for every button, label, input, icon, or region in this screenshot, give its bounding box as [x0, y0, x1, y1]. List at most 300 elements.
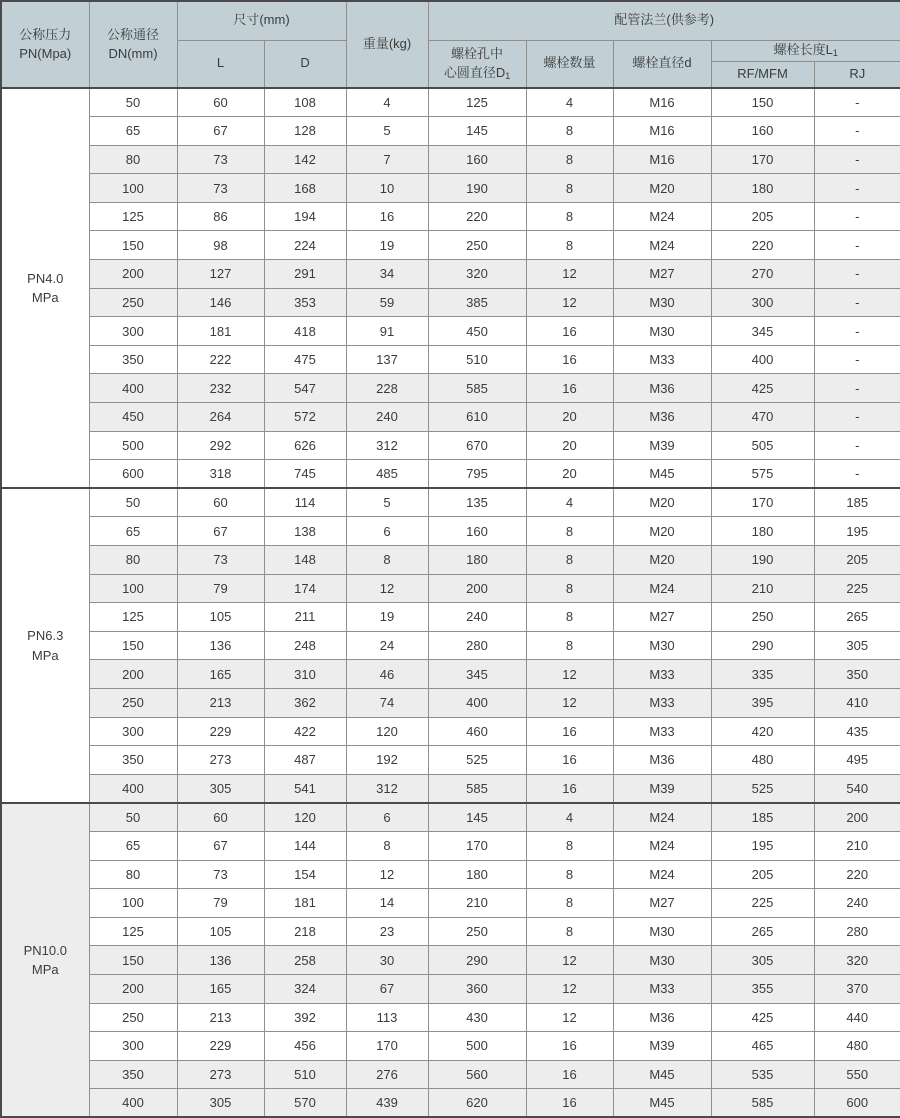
- table-cell: 505: [711, 431, 814, 460]
- table-cell: 585: [428, 774, 526, 803]
- table-cell: 65: [89, 831, 177, 860]
- table-row: [1, 460, 900, 489]
- table-cell: M27: [613, 260, 711, 289]
- table-cell: 305: [814, 631, 900, 660]
- table-cell: 400: [428, 688, 526, 717]
- table-cell: 67: [346, 974, 428, 1003]
- table-cell: 67: [177, 517, 264, 546]
- table-cell: 150: [89, 631, 177, 660]
- table-cell: 16: [526, 1060, 613, 1089]
- table-cell: M24: [613, 574, 711, 603]
- table-row: [1, 374, 900, 403]
- table-cell: M20: [613, 517, 711, 546]
- table-cell: 150: [711, 88, 814, 117]
- table-cell: 324: [264, 974, 346, 1003]
- table-cell: 250: [711, 603, 814, 632]
- table-cell: 535: [711, 1060, 814, 1089]
- table-cell: 12: [526, 688, 613, 717]
- table-cell: 585: [711, 1089, 814, 1118]
- table-cell: M30: [613, 288, 711, 317]
- table-row: [1, 231, 900, 260]
- table-cell: 541: [264, 774, 346, 803]
- table-cell: 8: [526, 631, 613, 660]
- table-cell: M24: [613, 831, 711, 860]
- col-header-bolt-circle-line1: 螺栓孔中: [451, 45, 504, 61]
- table-cell: 547: [264, 374, 346, 403]
- table-row: [1, 488, 900, 517]
- table-cell: 185: [814, 488, 900, 517]
- table-cell: 60: [177, 88, 264, 117]
- pressure-group-label: PN10.0 MPa: [1, 803, 89, 1118]
- table-cell: 229: [177, 1032, 264, 1061]
- table-cell: 273: [177, 746, 264, 775]
- table-cell: -: [814, 345, 900, 374]
- table-cell: 626: [264, 431, 346, 460]
- table-cell: 165: [177, 660, 264, 689]
- table-cell: 250: [89, 688, 177, 717]
- table-cell: 276: [346, 1060, 428, 1089]
- table-cell: 400: [711, 345, 814, 374]
- table-cell: 225: [814, 574, 900, 603]
- table-cell: 220: [428, 202, 526, 231]
- table-cell: 600: [89, 460, 177, 489]
- table-cell: 312: [346, 774, 428, 803]
- table-cell: -: [814, 460, 900, 489]
- table-cell: M30: [613, 317, 711, 346]
- table-cell: 480: [711, 746, 814, 775]
- table-cell: 250: [428, 231, 526, 260]
- table-cell: 422: [264, 717, 346, 746]
- table-cell: 8: [526, 517, 613, 546]
- table-cell: 160: [428, 145, 526, 174]
- table-cell: 8: [526, 889, 613, 918]
- table-cell: 8: [526, 860, 613, 889]
- table-cell: 192: [346, 746, 428, 775]
- table-cell: 250: [428, 917, 526, 946]
- table-cell: 291: [264, 260, 346, 289]
- table-cell: 210: [711, 574, 814, 603]
- table-cell: 290: [428, 946, 526, 975]
- table-cell: 450: [89, 403, 177, 432]
- table-cell: 10: [346, 174, 428, 203]
- table-cell: 350: [814, 660, 900, 689]
- table-cell: 475: [264, 345, 346, 374]
- table-cell: 240: [428, 603, 526, 632]
- table-cell: 418: [264, 317, 346, 346]
- table-cell: 575: [711, 460, 814, 489]
- table-cell: 34: [346, 260, 428, 289]
- table-cell: -: [814, 374, 900, 403]
- table-cell: 12: [526, 660, 613, 689]
- table-cell: 222: [177, 345, 264, 374]
- table-cell: 8: [526, 231, 613, 260]
- table-cell: 250: [89, 1003, 177, 1032]
- table-row: [1, 145, 900, 174]
- table-cell: 585: [428, 374, 526, 403]
- table-cell: -: [814, 174, 900, 203]
- table-row: [1, 517, 900, 546]
- table-cell: 125: [89, 202, 177, 231]
- table-cell: 180: [711, 174, 814, 203]
- table-row: [1, 1003, 900, 1032]
- table-row: [1, 317, 900, 346]
- table-cell: M39: [613, 774, 711, 803]
- table-cell: 258: [264, 946, 346, 975]
- table-cell: 73: [177, 145, 264, 174]
- table-cell: 345: [428, 660, 526, 689]
- table-cell: 86: [177, 202, 264, 231]
- table-cell: 200: [814, 803, 900, 832]
- table-cell: 98: [177, 231, 264, 260]
- table-cell: 8: [526, 202, 613, 231]
- table-cell: 80: [89, 860, 177, 889]
- table-cell: 16: [526, 1032, 613, 1061]
- table-cell: 148: [264, 546, 346, 575]
- table-cell: 16: [526, 345, 613, 374]
- header-row-1: [1, 1, 900, 40]
- table-cell: 305: [177, 774, 264, 803]
- table-cell: 8: [346, 831, 428, 860]
- table-cell: 136: [177, 946, 264, 975]
- table-row: [1, 574, 900, 603]
- table-cell: 248: [264, 631, 346, 660]
- table-cell: 8: [346, 546, 428, 575]
- table-cell: M36: [613, 1003, 711, 1032]
- table-cell: 135: [428, 488, 526, 517]
- col-header-bolt-dia: 螺栓直径d: [613, 40, 711, 88]
- table-cell: 195: [711, 831, 814, 860]
- table-cell: 400: [89, 1089, 177, 1118]
- table-row: [1, 717, 900, 746]
- table-cell: 410: [814, 688, 900, 717]
- table-cell: -: [814, 317, 900, 346]
- table-cell: 250: [89, 288, 177, 317]
- table-cell: 160: [428, 517, 526, 546]
- table-cell: M33: [613, 345, 711, 374]
- table-cell: 20: [526, 460, 613, 489]
- table-cell: -: [814, 403, 900, 432]
- table-cell: 570: [264, 1089, 346, 1118]
- table-cell: 160: [711, 117, 814, 146]
- table-cell: 450: [428, 317, 526, 346]
- table-cell: 300: [89, 1032, 177, 1061]
- table-cell: 385: [428, 288, 526, 317]
- table-cell: 23: [346, 917, 428, 946]
- table-row: [1, 688, 900, 717]
- table-cell: 425: [711, 374, 814, 403]
- table-cell: 795: [428, 460, 526, 489]
- table-cell: 610: [428, 403, 526, 432]
- table-cell: 273: [177, 1060, 264, 1089]
- table-cell: 392: [264, 1003, 346, 1032]
- table-cell: 470: [711, 403, 814, 432]
- table-cell: 16: [526, 774, 613, 803]
- table-cell: -: [814, 117, 900, 146]
- table-cell: M39: [613, 1032, 711, 1061]
- table-cell: 170: [428, 831, 526, 860]
- table-cell: 59: [346, 288, 428, 317]
- table-cell: 67: [177, 831, 264, 860]
- table-cell: 355: [711, 974, 814, 1003]
- table-cell: M16: [613, 117, 711, 146]
- table-cell: 264: [177, 403, 264, 432]
- table-cell: M27: [613, 603, 711, 632]
- col-header-bolt-qty: 螺栓数量: [526, 40, 613, 88]
- table-row: [1, 88, 900, 117]
- table-cell: 487: [264, 746, 346, 775]
- table-cell: M24: [613, 860, 711, 889]
- table-cell: 485: [346, 460, 428, 489]
- table-cell: 12: [346, 860, 428, 889]
- table-cell: 205: [814, 546, 900, 575]
- table-cell: 154: [264, 860, 346, 889]
- table-cell: 120: [346, 717, 428, 746]
- table-cell: 50: [89, 88, 177, 117]
- table-cell: 8: [526, 546, 613, 575]
- table-cell: M30: [613, 946, 711, 975]
- table-cell: 73: [177, 546, 264, 575]
- table-row: [1, 1089, 900, 1118]
- table-cell: M20: [613, 546, 711, 575]
- table-cell: 425: [711, 1003, 814, 1032]
- table-cell: 6: [346, 517, 428, 546]
- table-cell: M27: [613, 889, 711, 918]
- table-cell: 180: [711, 517, 814, 546]
- table-cell: 510: [428, 345, 526, 374]
- col-header-rf-mfm: RF/MFM: [711, 61, 814, 88]
- table-cell: 16: [526, 374, 613, 403]
- table-cell: 8: [526, 831, 613, 860]
- table-row: [1, 546, 900, 575]
- table-cell: 60: [177, 803, 264, 832]
- table-cell: 20: [526, 403, 613, 432]
- table-cell: M33: [613, 660, 711, 689]
- table-cell: 80: [89, 546, 177, 575]
- table-row: [1, 631, 900, 660]
- table-cell: 190: [428, 174, 526, 203]
- table-cell: 300: [89, 317, 177, 346]
- table-cell: 50: [89, 488, 177, 517]
- table-cell: 113: [346, 1003, 428, 1032]
- table-cell: 560: [428, 1060, 526, 1089]
- table-cell: 170: [711, 488, 814, 517]
- table-cell: 65: [89, 517, 177, 546]
- table-cell: 16: [526, 746, 613, 775]
- table-cell: M45: [613, 1089, 711, 1118]
- table-cell: 100: [89, 174, 177, 203]
- table-cell: 240: [346, 403, 428, 432]
- col-header-bolt-length: 螺栓长度$L_1$: [711, 40, 900, 61]
- table-cell: 300: [711, 288, 814, 317]
- table-cell: 211: [264, 603, 346, 632]
- table-cell: 145: [428, 117, 526, 146]
- table-cell: 420: [711, 717, 814, 746]
- table-row: [1, 117, 900, 146]
- table-cell: 91: [346, 317, 428, 346]
- col-header-pressure: [1, 1, 89, 88]
- table-cell: M24: [613, 202, 711, 231]
- table-cell: 500: [428, 1032, 526, 1061]
- table-cell: 220: [814, 860, 900, 889]
- table-cell: 395: [711, 688, 814, 717]
- table-row: [1, 1060, 900, 1089]
- table-cell: 400: [89, 374, 177, 403]
- table-cell: 128: [264, 117, 346, 146]
- table-cell: 150: [89, 231, 177, 260]
- table-cell: 12: [526, 288, 613, 317]
- table-row: [1, 202, 900, 231]
- col-header-pressure-line2: PN(Mpa): [19, 45, 72, 61]
- table-cell: M24: [613, 803, 711, 832]
- table-cell: 353: [264, 288, 346, 317]
- table-cell: 620: [428, 1089, 526, 1118]
- table-cell: 180: [428, 546, 526, 575]
- table-cell: 310: [264, 660, 346, 689]
- table-cell: 46: [346, 660, 428, 689]
- table-cell: 19: [346, 231, 428, 260]
- table-cell: 456: [264, 1032, 346, 1061]
- table-cell: 213: [177, 688, 264, 717]
- table-row: [1, 345, 900, 374]
- table-cell: 480: [814, 1032, 900, 1061]
- table-cell: 65: [89, 117, 177, 146]
- table-cell: 205: [711, 860, 814, 889]
- table-cell: 320: [428, 260, 526, 289]
- table-cell: 125: [89, 917, 177, 946]
- table-row: [1, 660, 900, 689]
- table-row: [1, 431, 900, 460]
- table-cell: 228: [346, 374, 428, 403]
- table-cell: 232: [177, 374, 264, 403]
- table-cell: 318: [177, 460, 264, 489]
- table-cell: -: [814, 88, 900, 117]
- table-cell: -: [814, 288, 900, 317]
- table-cell: M33: [613, 717, 711, 746]
- table-cell: M39: [613, 431, 711, 460]
- table-cell: 8: [526, 174, 613, 203]
- table-cell: 12: [526, 260, 613, 289]
- table-cell: -: [814, 431, 900, 460]
- table-cell: 4: [346, 88, 428, 117]
- table-cell: 170: [346, 1032, 428, 1061]
- table-cell: 5: [346, 117, 428, 146]
- table-cell: 7: [346, 145, 428, 174]
- table-row: [1, 974, 900, 1003]
- table-cell: M45: [613, 460, 711, 489]
- table-cell: 350: [89, 1060, 177, 1089]
- table-cell: 16: [346, 202, 428, 231]
- table-cell: 73: [177, 174, 264, 203]
- col-header-flange: 配管法兰(供参考): [428, 1, 900, 40]
- col-header-dn: [89, 1, 177, 88]
- table-cell: 460: [428, 717, 526, 746]
- table-cell: 168: [264, 174, 346, 203]
- table-cell: M20: [613, 174, 711, 203]
- table-cell: 360: [428, 974, 526, 1003]
- table-cell: 305: [177, 1089, 264, 1118]
- table-cell: 270: [711, 260, 814, 289]
- table-cell: 50: [89, 803, 177, 832]
- table-cell: 137: [346, 345, 428, 374]
- col-header-dn-line1: 公称通径: [106, 26, 159, 42]
- table-cell: 290: [711, 631, 814, 660]
- col-header-bolt-circle-line2: 心圆直径$D_1$: [443, 64, 511, 81]
- table-cell: 174: [264, 574, 346, 603]
- table-cell: M16: [613, 145, 711, 174]
- table-cell: 142: [264, 145, 346, 174]
- table-row: [1, 174, 900, 203]
- table-row: [1, 746, 900, 775]
- table-cell: 670: [428, 431, 526, 460]
- col-header-rj: RJ: [814, 61, 900, 88]
- table-row: [1, 403, 900, 432]
- table-cell: M20: [613, 488, 711, 517]
- table-cell: 30: [346, 946, 428, 975]
- table-cell: -: [814, 202, 900, 231]
- table-cell: -: [814, 145, 900, 174]
- pressure-group: [1, 488, 900, 803]
- table-cell: 24: [346, 631, 428, 660]
- table-cell: 350: [89, 345, 177, 374]
- table-cell: M30: [613, 917, 711, 946]
- table-cell: 220: [711, 231, 814, 260]
- table-cell: 200: [89, 660, 177, 689]
- table-cell: 79: [177, 574, 264, 603]
- table-cell: 181: [177, 317, 264, 346]
- pressure-group-label: PN4.0 MPa: [1, 88, 89, 488]
- table-cell: 12: [346, 574, 428, 603]
- table-cell: 6: [346, 803, 428, 832]
- table-cell: M33: [613, 974, 711, 1003]
- table-cell: 194: [264, 202, 346, 231]
- table-cell: 435: [814, 717, 900, 746]
- table-cell: 213: [177, 1003, 264, 1032]
- table-cell: 16: [526, 317, 613, 346]
- table-cell: 8: [526, 574, 613, 603]
- table-cell: 181: [264, 889, 346, 918]
- table-cell: 80: [89, 145, 177, 174]
- table-cell: 210: [814, 831, 900, 860]
- table-header: [1, 1, 900, 88]
- table-cell: 165: [177, 974, 264, 1003]
- table-cell: 305: [711, 946, 814, 975]
- table-cell: M36: [613, 374, 711, 403]
- table-cell: 224: [264, 231, 346, 260]
- table-row: [1, 831, 900, 860]
- table-cell: 4: [526, 488, 613, 517]
- table-cell: M36: [613, 746, 711, 775]
- table-cell: 465: [711, 1032, 814, 1061]
- bolt-circle-subscript: 1: [505, 70, 511, 81]
- table-cell: 4: [526, 803, 613, 832]
- table-cell: M33: [613, 688, 711, 717]
- pressure-group: [1, 88, 900, 488]
- table-cell: 73: [177, 860, 264, 889]
- col-header-bolt-circle: [428, 40, 526, 88]
- table-cell: 136: [177, 631, 264, 660]
- table-cell: 370: [814, 974, 900, 1003]
- col-header-weight: 重量(kg): [346, 1, 428, 88]
- table-cell: 5: [346, 488, 428, 517]
- table-cell: 240: [814, 889, 900, 918]
- table-cell: 8: [526, 917, 613, 946]
- table-cell: 320: [814, 946, 900, 975]
- table-cell: 440: [814, 1003, 900, 1032]
- table-cell: 210: [428, 889, 526, 918]
- table-cell: 12: [526, 974, 613, 1003]
- table-cell: 510: [264, 1060, 346, 1089]
- pressure-group-label: PN6.3 MPa: [1, 488, 89, 803]
